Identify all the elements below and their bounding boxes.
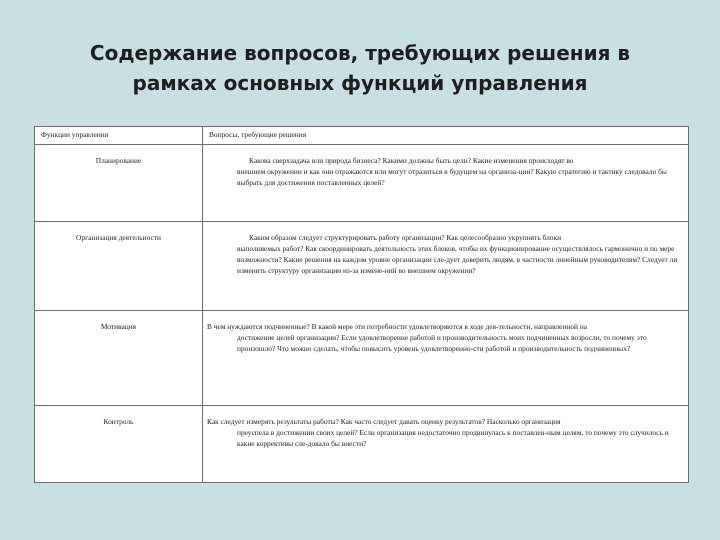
header-functions: Функции управления	[35, 127, 203, 145]
function-cell: Планирование	[35, 145, 203, 222]
table-row	[35, 222, 689, 311]
function-cell: Контроль	[35, 406, 203, 483]
questions-cell	[203, 145, 689, 222]
question-lead: Какова сверхзадача или природа бизнеса? Какими должны быть цели? Какие изменения происходят во	[249, 156, 574, 165]
header-questions: Вопросы, требующие решения	[203, 127, 689, 145]
title-line-2: рамках основных функций управления	[132, 71, 588, 95]
question-lead: Каким образом следует структурировать работу организации? Как целесообразно укрупнять блоки	[249, 233, 562, 242]
questions-cell	[203, 406, 689, 483]
question-lead: Как следует измерять результаты работы? Как часто следует давать оценку результатов? Насколько организация	[207, 417, 561, 426]
slide-title	[40, 38, 680, 98]
question-rest: выполняемых работ? Как скоординировать деятельность этих блоков, чтобы их функционирование осуществлялось гармонично и по мере возможности? Какие решения на каждом уровне организации сле-дует доверить людям, в частности линейным руководителям? Следует ли изменить структуру организации из-за измене-ний во внешнем окружении?	[237, 244, 678, 275]
questions-cell	[203, 311, 689, 406]
title-line-1: Содержание вопросов, требующих решения в	[89, 41, 631, 65]
table-row	[35, 311, 689, 406]
question-lead: В чем нуждаются подчиненные? В какой мере эти потребности удовлетворяются в ходе дея-тельности, направленной на	[207, 322, 588, 331]
table-row	[35, 406, 689, 483]
function-cell: Мотивация	[35, 311, 203, 406]
function-cell: Организация деятельности	[35, 222, 203, 311]
functions-table	[34, 126, 689, 483]
question-rest: преуспела в достижении своих целей? Если организация недостаточно продвинулась к поставлен-ным целям, то почему это случилось и какие коррективы сле-довало бы внести?	[237, 428, 669, 448]
questions-cell	[203, 222, 689, 311]
question-rest: достижение целей организации? Если удовлетворение работой и производительность моих подчиненных возросли, то почему это произошло? Что можно сделать, чтобы повысить уровень удовлетворенно-сти работой и производительность подчиненных?	[237, 333, 647, 353]
question-rest: внешнем окружении и как они отражаются или могут отразиться в будущем на организа-ции? Какую стратегию и тактику следовало бы выбрать для достижения поставленных целей?	[237, 167, 667, 187]
table-row	[35, 145, 689, 222]
table-header-row	[35, 127, 689, 145]
